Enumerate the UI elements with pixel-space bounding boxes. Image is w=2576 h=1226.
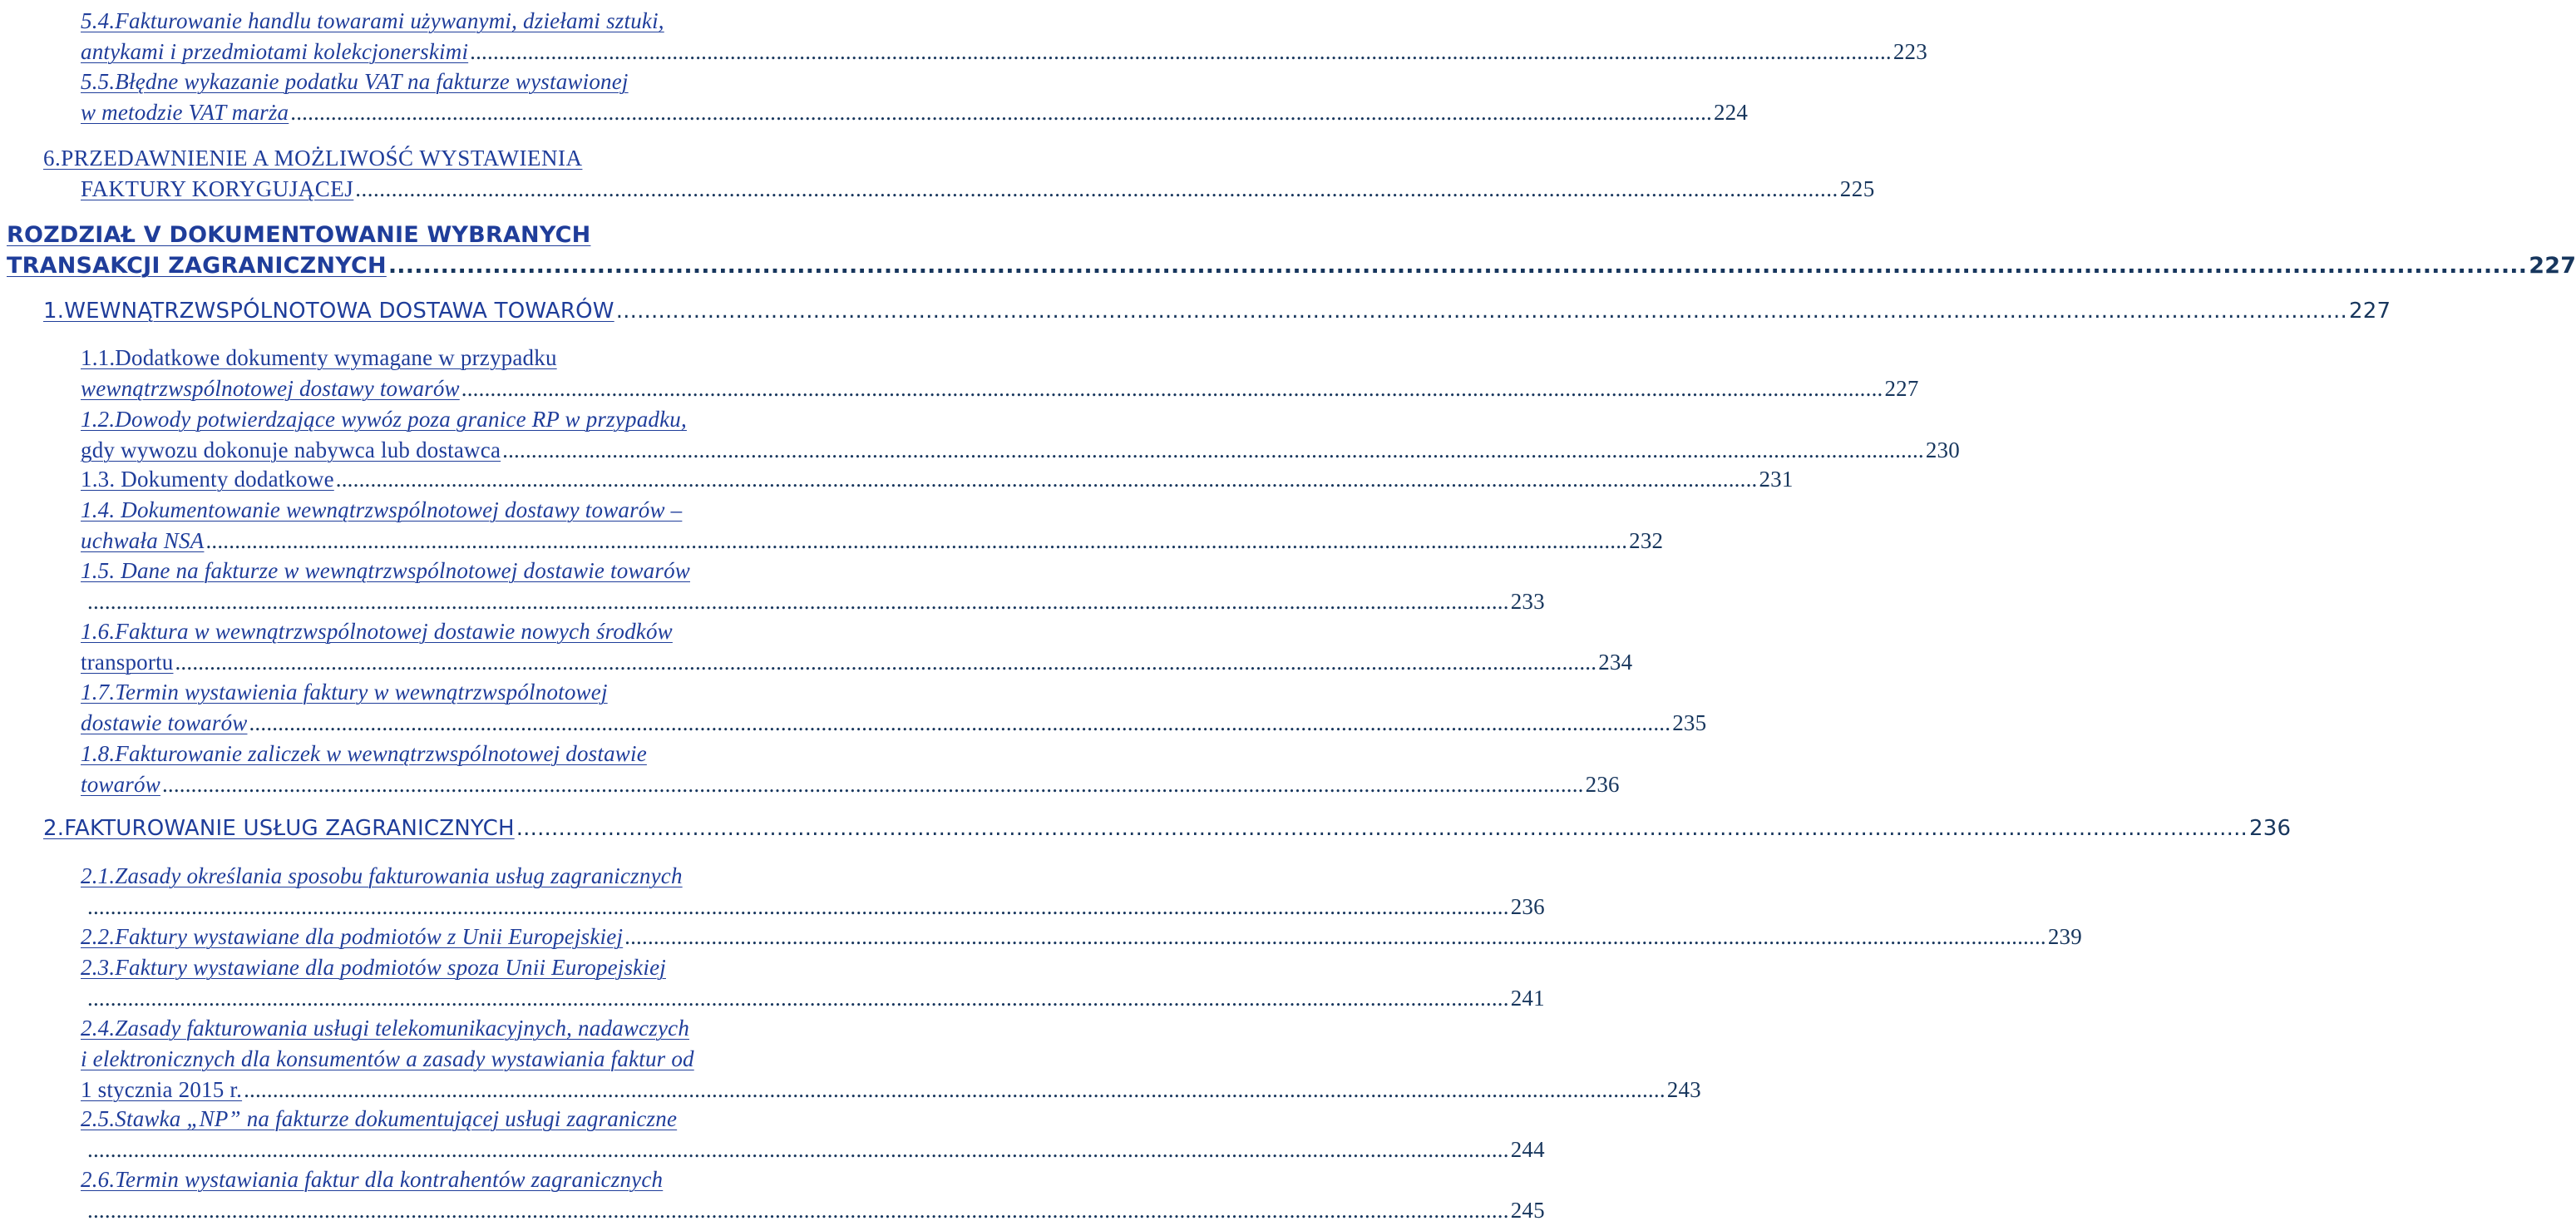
page-number: 227 [2529, 253, 2576, 279]
toc-entry-title[interactable]: transportu [81, 650, 174, 675]
toc-entry-title[interactable]: FAKTURY KORYGUJĄCEJ [81, 176, 354, 201]
toc-entry-title[interactable]: 1.3. Dokumenty dodatkowe [81, 467, 334, 492]
page-number: 235 [1672, 710, 1707, 735]
toc-entry-title[interactable]: 2.2.Faktury wystawiane dla podmiotów z Unii Europejskiej [81, 924, 624, 949]
toc-entry-2-3[interactable] [81, 952, 1545, 1014]
toc-entry-title[interactable]: 5.4.Fakturowanie handlu towarami używanymi, dziełami sztuki, [81, 8, 664, 33]
dot-leader [461, 376, 1883, 401]
page-number: 225 [1839, 176, 1875, 201]
toc-entry-1-2[interactable] [81, 404, 1960, 466]
toc-entry-1-8[interactable] [81, 739, 1620, 800]
page-number: 239 [2047, 924, 2082, 949]
toc-chapter-5[interactable] [7, 220, 2576, 281]
dot-leader [249, 710, 1670, 735]
toc-entry-1-5[interactable] [81, 556, 1545, 617]
page-number: 234 [1598, 650, 1633, 675]
toc-entry-title[interactable]: 1.8.Fakturowanie zaliczek w wewnątrzwspólnotowej dostawie [81, 741, 647, 766]
toc-entry-title[interactable]: 1.1.Dodatkowe dokumenty wymagane w przypadku [81, 345, 557, 370]
toc-entry-title[interactable]: w metodzie VAT marża [81, 100, 289, 125]
dot-leader [502, 438, 1924, 462]
toc-entry-title[interactable]: ROZDZIAŁ V DOKUMENTOWANIE WYBRANYCH [7, 222, 591, 248]
page-number: 223 [1893, 39, 1927, 64]
toc-entry-1-3[interactable] [81, 464, 1794, 495]
toc-entry-title[interactable]: 1.4. Dokumentowanie wewnątrzwspólnotowej dostawy towarów – [81, 497, 683, 522]
toc-entry-2-5[interactable] [81, 1104, 1545, 1165]
dot-leader [470, 39, 1892, 64]
dot-leader [87, 894, 1509, 919]
toc-entry-1-1[interactable] [81, 343, 1919, 404]
dot-leader [616, 299, 2347, 324]
page-number: 245 [1510, 1198, 1545, 1223]
toc-entry-title[interactable]: towarów [81, 772, 160, 797]
toc-entry-2-1[interactable] [81, 861, 1545, 922]
toc-entry-title[interactable]: wewnątrzwspólnotowej dostawy towarów [81, 376, 460, 401]
toc-entry-title[interactable]: 2.6.Termin wystawiania faktur dla kontrahentów zagranicznych [81, 1167, 664, 1192]
dot-leader [87, 1198, 1509, 1223]
dot-leader [624, 924, 2046, 949]
dot-leader [244, 1077, 1666, 1102]
toc-entry-2-4[interactable] [81, 1013, 1701, 1105]
page-number: 241 [1510, 986, 1545, 1011]
toc-entry-title[interactable]: antykami i przedmiotami kolekcjonerskimi [81, 39, 469, 64]
page-number: 227 [2349, 299, 2391, 324]
toc-entry-title[interactable]: 1.7.Termin wystawienia faktury w wewnątrzwspólnotowej [81, 680, 608, 704]
toc-entry-2-2[interactable] [81, 922, 2082, 952]
dot-leader [388, 253, 2527, 279]
dot-leader [290, 100, 1712, 125]
toc-entry-title[interactable]: 2.4.Zasady fakturowania usługi telekomunikacyjnych, nadawczych [81, 1016, 690, 1041]
toc-entry-title[interactable]: 2.FAKTUROWANIE USŁUG ZAGRANICZNYCH [43, 816, 515, 841]
toc-entry-2[interactable] [43, 813, 2292, 844]
dot-leader [87, 1137, 1509, 1162]
dot-leader [87, 589, 1509, 614]
toc-entry-1-4[interactable] [81, 495, 1664, 556]
toc-entry-title[interactable]: i elektronicznych dla konsumentów a zasady wystawiania faktur od [81, 1046, 694, 1071]
page-number: 243 [1666, 1077, 1701, 1102]
page-number: 244 [1510, 1137, 1545, 1162]
toc-entry-title[interactable]: dostawie towarów [81, 710, 248, 735]
page-number: 231 [1759, 467, 1794, 492]
toc-entry-1-6[interactable] [81, 616, 1633, 678]
dot-leader [205, 528, 1627, 553]
toc-entry-title[interactable]: 1.5. Dane na fakturze w wewnątrzwspólnotowej dostawie towarów [81, 558, 690, 583]
dot-leader [162, 772, 1584, 797]
dot-leader [516, 816, 2248, 841]
dot-leader [355, 176, 1838, 201]
toc-entry-title[interactable]: 1.2.Dowody potwierdzające wywóz poza granice RP w przypadku, [81, 407, 687, 432]
dot-leader [175, 650, 1596, 675]
toc-entry-6[interactable] [43, 143, 1875, 205]
dot-leader [336, 467, 1758, 492]
page-number: 224 [1713, 100, 1749, 125]
toc-entry-title[interactable]: 2.5.Stawka „NP” na fakturze dokumentującej usługi zagraniczne [81, 1106, 678, 1131]
toc-entry-title[interactable]: TRANSAKCJI ZAGRANICZNYCH [7, 253, 387, 279]
toc-entry-1-7[interactable] [81, 677, 1707, 739]
page-number: 236 [2249, 816, 2292, 841]
toc-entry-title[interactable]: gdy wywozu dokonuje nabywca lub dostawca [81, 438, 501, 462]
page-number: 236 [1510, 894, 1545, 919]
toc-entry-1[interactable] [43, 296, 2391, 327]
toc-entry-title[interactable]: uchwała NSA [81, 528, 205, 553]
toc-entry-2-6[interactable] [81, 1164, 1545, 1226]
toc-entry-title[interactable]: 6.PRZEDAWNIENIE A MOŻLIWOŚĆ WYSTAWIENIA [43, 146, 583, 171]
toc-entry-title[interactable]: 1.6.Faktura w wewnątrzwspólnotowej dostawie nowych środków [81, 619, 673, 644]
dot-leader [87, 986, 1509, 1011]
page-number: 230 [1925, 438, 1960, 462]
toc-entry-title[interactable]: 5.5.Błędne wykazanie podatku VAT na fakturze wystawionej [81, 69, 629, 94]
toc-entry-title[interactable]: 1 stycznia 2015 r. [81, 1077, 243, 1102]
page-number: 232 [1629, 528, 1664, 553]
toc-entry-title[interactable]: 2.1.Zasady określania sposobu fakturowania usług zagranicznych [81, 863, 683, 888]
page-number: 236 [1585, 772, 1620, 797]
page-number: 227 [1884, 376, 1919, 401]
page-number: 233 [1510, 589, 1545, 614]
toc-entry-title[interactable]: 1.WEWNĄTRZWSPÓLNOTOWA DOSTAWA TOWARÓW [43, 299, 614, 324]
toc-entry-5-4[interactable] [81, 6, 1927, 67]
toc-entry-5-5[interactable] [81, 67, 1749, 128]
toc-entry-title[interactable]: 2.3.Faktury wystawiane dla podmiotów spoza Unii Europejskiej [81, 955, 666, 980]
